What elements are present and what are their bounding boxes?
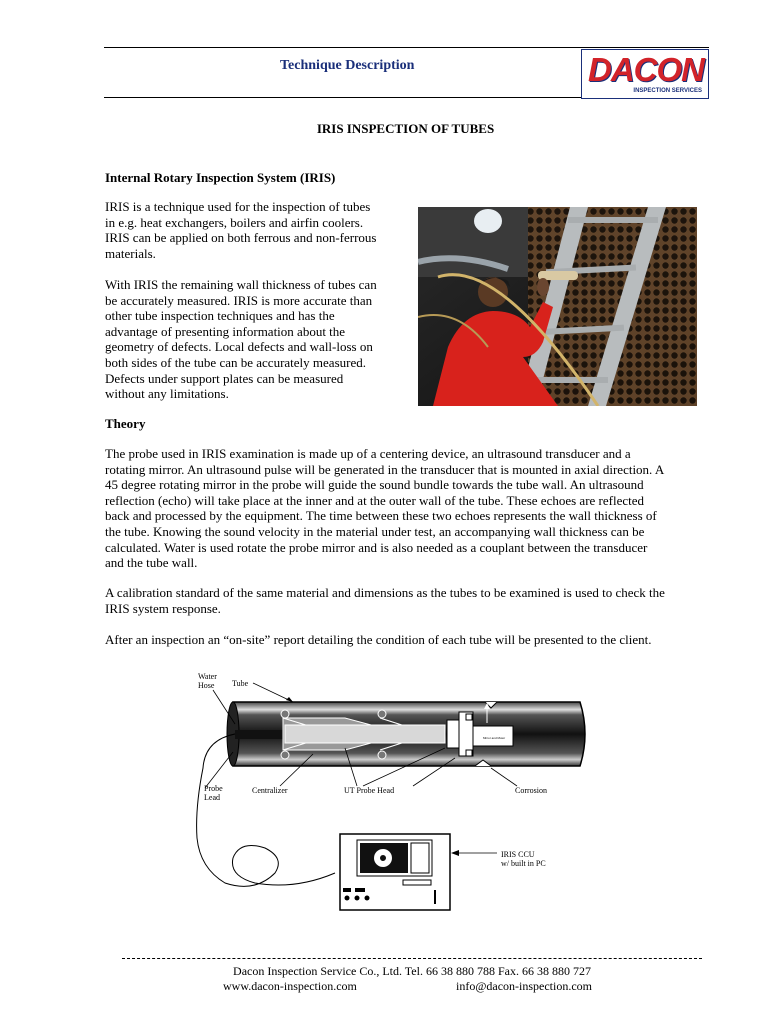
mirror-label: Mirror and Motor xyxy=(483,736,506,740)
theory-line: reflection (echo) will take place at the inner and at the outer wall of the tube. These echoes are reflected xyxy=(105,492,644,508)
calibration-line: IRIS system response. xyxy=(105,600,221,616)
intro-line: IRIS can be applied on both ferrous and non-ferrous xyxy=(105,230,377,246)
theory-line: calculated. Water is used rotate the probe mirror and is also needed as a couplant between the transducer xyxy=(105,539,648,555)
intro-line: in e.g. heat exchangers, boilers and airfin coolers. xyxy=(105,214,364,230)
label-water-hose xyxy=(198,672,217,690)
theory-heading: Theory xyxy=(105,416,146,431)
wall-thickness-paragraph xyxy=(105,277,377,402)
document-title: IRIS INSPECTION OF TUBES xyxy=(316,121,495,136)
logo-subtext: INSPECTION SERVICES xyxy=(633,88,702,94)
wall-line: be accurately measured. IRIS is more accurate than xyxy=(105,292,373,308)
wall-line: other tube inspection techniques and has the xyxy=(105,308,335,324)
label-centralizer: Centralizer xyxy=(252,786,288,795)
label-line: Hose xyxy=(198,681,215,690)
label-corrosion: Corrosion xyxy=(515,786,547,795)
dacon-logo xyxy=(581,49,709,99)
theory-line: The probe used in IRIS examination is made up of a centering device, an ultrasound transducer and a xyxy=(105,446,631,461)
intro-paragraph xyxy=(105,199,376,261)
wall-line: both sides of the tube can be accurately measured. xyxy=(105,354,366,370)
label-line: IRIS CCU xyxy=(501,850,535,859)
theory-paragraph xyxy=(105,446,720,571)
footer-company-line: Dacon Inspection Service Co., Ltd. Tel. 66 38 880 788 Fax. 66 38 880 727 xyxy=(233,964,591,978)
iris-probe-diagram xyxy=(185,668,605,918)
section-heading-iris: Internal Rotary Inspection System (IRIS) xyxy=(105,170,336,185)
wall-line: without any limitations. xyxy=(105,386,229,402)
inspection-photo xyxy=(418,207,697,406)
label-iris-ccu xyxy=(501,850,546,868)
header-top-rule xyxy=(104,47,709,48)
theory-line: 45 degree rotating mirror in the probe will guide the sound bundle towards the tube wall. An ultrasound xyxy=(105,477,644,493)
footer-website[interactable]: www.dacon-inspection.com xyxy=(223,979,357,993)
wall-line: advantage of presenting information about the xyxy=(105,323,346,339)
label-ut-probe-head: UT Probe Head xyxy=(344,786,395,795)
theory-line: and the tube wall. xyxy=(105,555,198,571)
label-line: Probe xyxy=(204,784,223,793)
label-line: Water xyxy=(198,672,217,681)
wall-line: With IRIS the remaining wall thickness of tubes can xyxy=(105,277,377,292)
theory-line: the tube. Knowing the sound velocity in the material under test, an accompanying wall thickness can be xyxy=(105,523,645,539)
calibration-line: A calibration standard of the same material and dimensions as the tubes to be examined is used to check the xyxy=(105,585,665,600)
wall-line: geometry of defects. Local defects and wall-loss on xyxy=(105,339,373,355)
theory-line: rotating mirror. An ultrasound pulse will be generated in the transducer that is mounted in axial direction. A xyxy=(105,461,665,477)
theory-line: back and processed by the equipment. The time between these two echoes represents the wall thickness of xyxy=(105,508,657,524)
label-line: w/ built in PC xyxy=(501,859,546,868)
calibration-paragraph xyxy=(105,585,720,616)
intro-line: IRIS is a technique used for the inspection of tubes xyxy=(105,199,371,214)
label-probe-lead xyxy=(204,784,223,802)
report-paragraph: After an inspection an “on-site” report detailing the condition of each tube will be presented to the client. xyxy=(105,632,652,647)
footer-divider xyxy=(122,958,702,959)
wall-line: Defects under support plates can be measured xyxy=(105,370,344,386)
intro-line: materials. xyxy=(105,245,156,261)
logo-text: DACON xyxy=(588,51,704,88)
header-title: Technique Description xyxy=(280,58,415,73)
label-tube: Tube xyxy=(232,679,249,688)
footer-email[interactable]: info@dacon-inspection.com xyxy=(456,979,593,993)
label-line: Lead xyxy=(204,793,220,802)
